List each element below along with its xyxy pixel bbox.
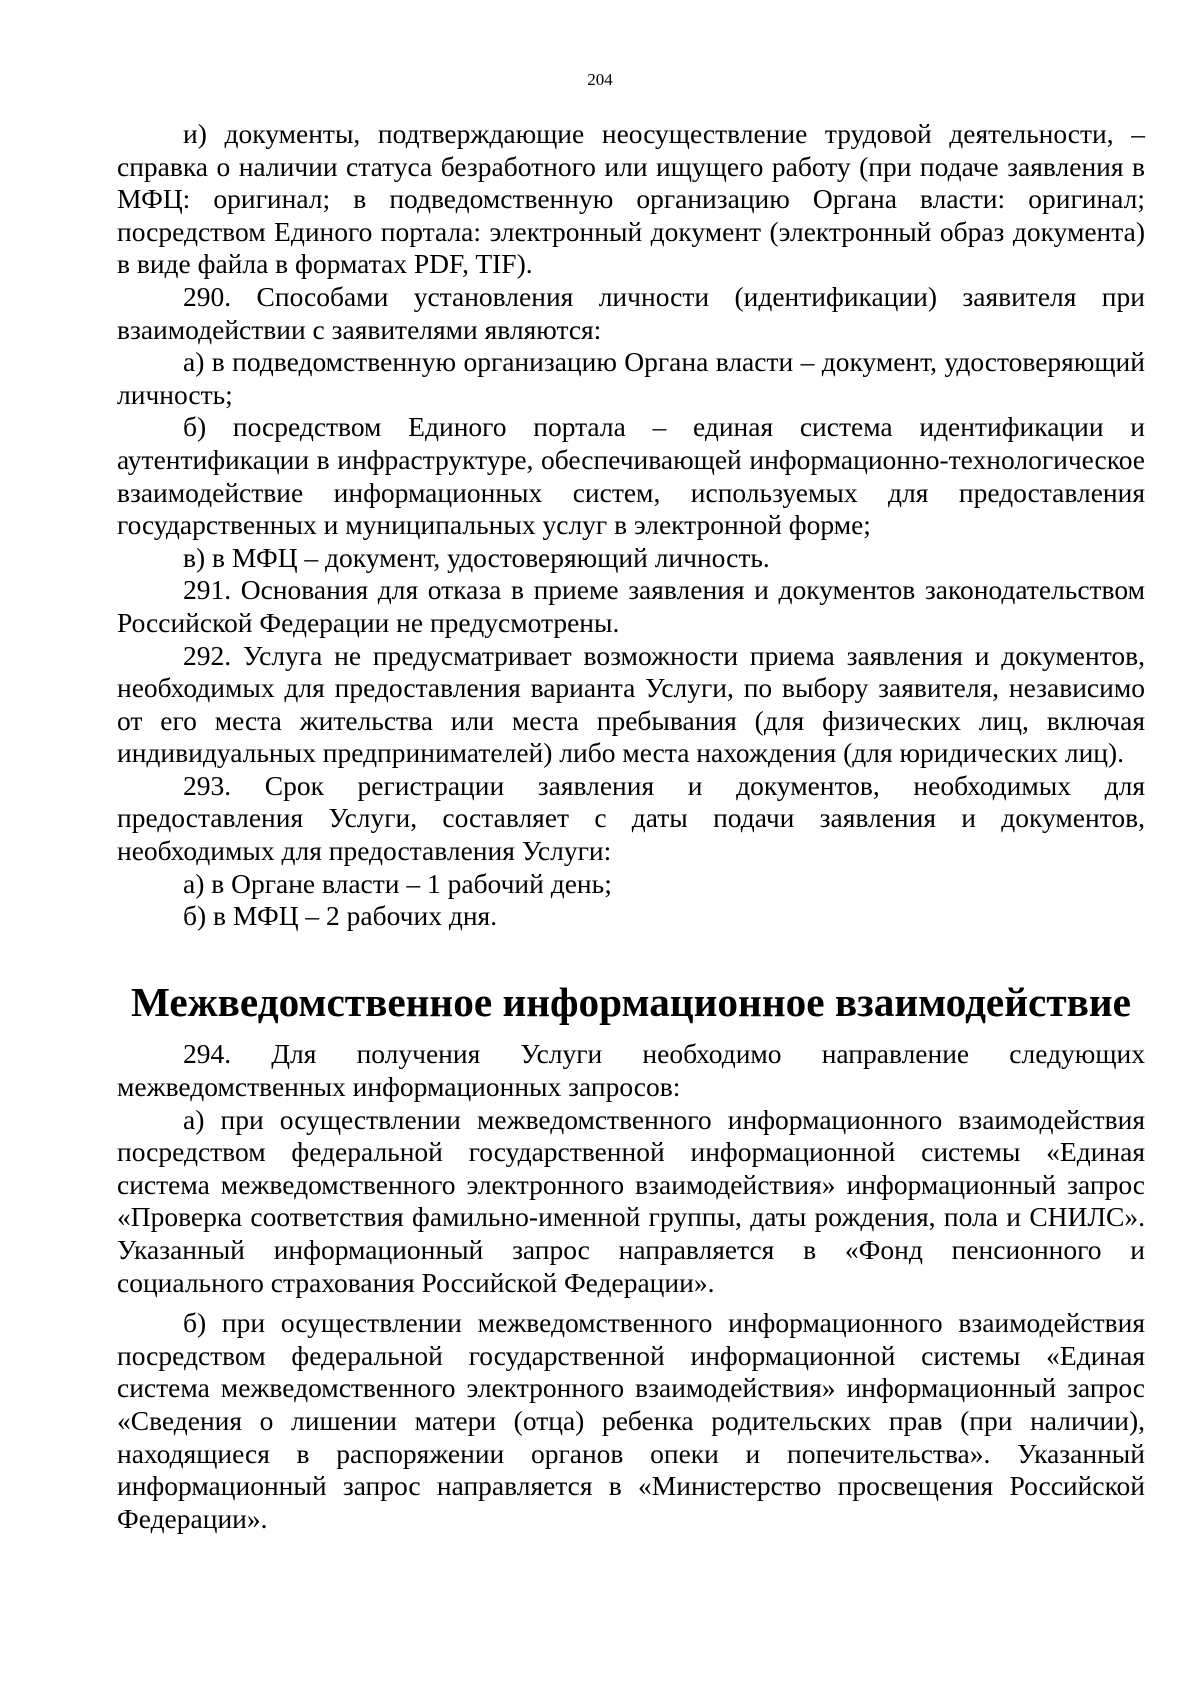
paragraph-290: 290. Способами установления личности (идентификации) заявителя при взаимодействии с заявителями являются: <box>117 280 1145 345</box>
document-body <box>117 118 1145 1535</box>
paragraph-294: 294. Для получения Услуги необходимо направление следующих межведомственных информационных запросов: <box>117 1038 1145 1103</box>
paragraph-293-b: б) в МФЦ – 2 рабочих дня. <box>183 900 498 932</box>
paragraph-293-a: а) в Органе власти – 1 рабочий день; <box>183 867 612 899</box>
paragraph-290-a: а) в подведомственную организацию Органа власти – документ, удостоверяющий личность; <box>117 346 1145 410</box>
paragraph-gap <box>117 1299 1145 1307</box>
paragraph-294-b: б) при осуществлении межведомственного информационного взаимодействия посредством федеральной государственной информационной системы «Единая система межведомственного электронного взаимодействия» информационный запрос «Сведения о лишении матери (отца) ребенка родительских прав (при наличии), находящиеся в распоряжении органов опеки и попечительства». Указанный информационный запрос направляется в «Министерство просвещения Российской Федерации». <box>117 1307 1145 1534</box>
paragraph-292: 292. Услуга не предусматривает возможности приема заявления и документов, необходимых для предоставления варианта Услуги, по выбору заявителя, независимо от его места жительства или места пребывания (для физических лиц, включая индивидуальных предпринимателей) либо места нахождения (для юридических лиц). <box>117 639 1145 769</box>
paragraph-i-documents: и) документы, подтверждающие неосуществление трудовой деятельности, – справка о наличии статуса безработного или ищущего работу (при подаче заявления в МФЦ: оригинал; в подведомственную организацию Органа власти: оригинал; посредством Единого портала: электронный документ (электронный образ документа) в виде файла в форматах PDF, TIF). <box>117 118 1145 280</box>
section-title: Межведомственное информационное взаимодействие <box>131 978 1131 1025</box>
page-number: 204 <box>587 70 613 89</box>
paragraph-290-b: б) посредством Единого портала – единая система идентификации и аутентификации в инфраструктуре, обеспечивающей информационно-технологическое взаимодействие информационных систем, используемых для предоставления государственных и муниципальных услуг в электронной форме; <box>117 411 1145 541</box>
paragraph-290-v: в) в МФЦ – документ, удостоверяющий личность. <box>183 541 770 573</box>
paragraph-293: 293. Срок регистрации заявления и документов, необходимых для предоставления Услуги, составляет с даты подачи заявления и документов, необходимых для предоставления Услуги: <box>117 769 1145 867</box>
paragraph-291: 291. Основания для отказа в приеме заявления и документов законодательством Российской Федерации не предусмотрены. <box>117 574 1145 638</box>
paragraph-294-a: а) при осуществлении межведомственного информационного взаимодействия посредством федеральной государственной информационной системы «Единая система межведомственного электронного взаимодействия» информационный запрос «Проверка соответствия фамильно-именной группы, даты рождения, пола и СНИЛС». Указанный информационный запрос направляется в «Фонд пенсионного и социального страхования Российской Федерации». <box>117 1103 1145 1298</box>
